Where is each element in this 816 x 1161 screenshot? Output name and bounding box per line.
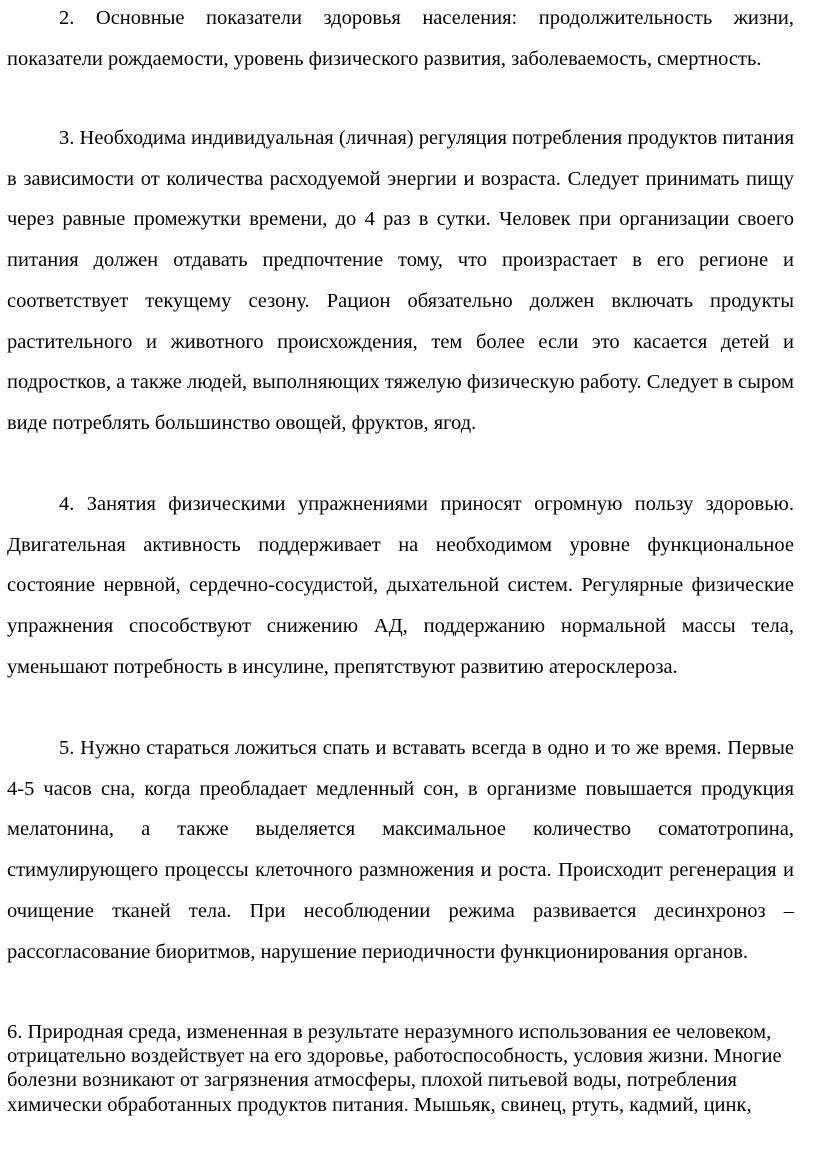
paragraph-physical-exercise: 4. Занятия физическими упражнениями приносят огромную пользу здоровью. Двигательная активность поддерживает на необходимом уровне функциональное состояние нервной, сердечно-сосудистой, дыхательной систем. Регулярные физические упражнения способствуют снижению АД, поддержанию нормальной массы тела, уменьшают потребность в инсулине, препятствуют развитию атеросклероза. [7,493,794,678]
paragraph-natural-environment: 6. Природная среда, измененная в результате неразумного использования ее человеком, отрицательно воздействует на его здоровье, работоспособность, условия жизни. Многие болезни возникают от загрязнения атмосферы, плохой питьевой воды, потребления химически обработанных продуктов питания. Мышьяк, свинец, ртуть, кадмий, цинк, [7,1021,782,1116]
paragraph-nutrition-regulation: 3. Необходима индивидуальная (личная) регуляция потребления продуктов питания в зависимости от количества расходуемой энергии и возраста. Следует принимать пищу через равные промежутки времени, до 4 раз в сутки. Человек при организации своего питания должен отдавать предпочтение тому, что произрастает в его регионе и соответствует текущему сезону. Рацион обязательно должен включать продукты растительного и животного происхождения, тем более если это касается детей и подростков, а также людей, выполняющих тяжелую физическую работу. Следует в сыром виде потреблять большинство овощей, фруктов, ягод. [7,127,794,434]
paragraph-sleep-regime: 5. Нужно стараться ложиться спать и вставать всегда в одно и то же время. Первые 4-5 часов сна, когда преобладает медленный сон, в организме повышается продукция мелатонина, а также выделяется максимальное количество соматотропина, стимулирующего процессы клеточного размножения и роста. Происходит регенерация и очищение тканей тела. При несоблюдении режима развивается десинхроноз – рассогласование биоритмов, нарушение периодичности функционирования органов. [7,737,794,963]
paragraph-health-indicators: 2. Основные показатели здоровья населения: продолжительность жизни, показатели рождаемости, уровень физического развития, заболеваемость, смертность. [7,7,794,70]
